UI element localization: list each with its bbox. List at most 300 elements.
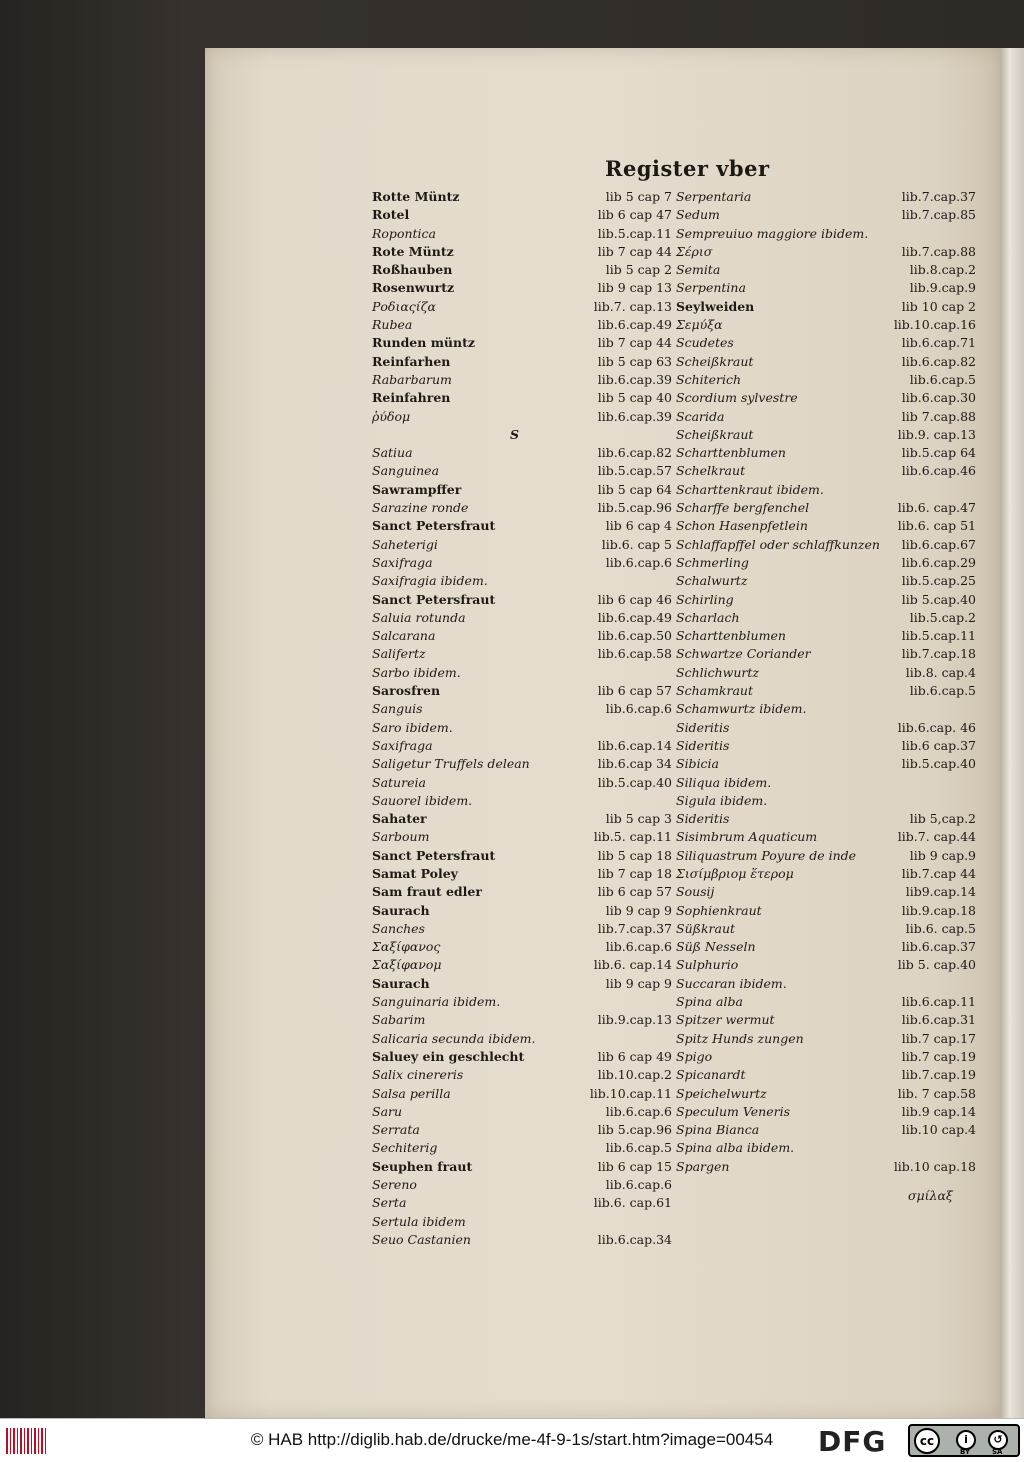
entry-term: Saluey ein geschlecht xyxy=(372,1048,525,1064)
entry-term: Serrata xyxy=(372,1122,420,1138)
copyright-link[interactable]: © HAB http://diglib.hab.de/drucke/me-4f-9-1s/start.htm?image=00454 xyxy=(250,1430,774,1449)
entry-term: Süßkraut xyxy=(676,920,736,936)
entry-reference: lib.5.cap.2 xyxy=(909,609,976,625)
entry-term: Sideritis xyxy=(676,719,730,735)
entry-reference: lib.8.cap.2 xyxy=(909,262,976,278)
entry-term: Schalwurtz xyxy=(676,573,748,589)
entry-term: Sertula ibidem xyxy=(372,1213,466,1229)
register-entry xyxy=(676,1011,976,1029)
register-entry xyxy=(372,353,672,371)
entry-term: Sawrampffer xyxy=(372,481,462,497)
register-entry xyxy=(372,334,672,352)
entry-reference: lib.6. cap.5 xyxy=(905,920,976,936)
entry-term: Sophienkraut xyxy=(676,902,762,918)
entry-term: Speichelwurtz xyxy=(676,1085,767,1101)
entry-reference: lib.6.cap.6 xyxy=(605,554,672,570)
entry-reference: lib 9 cap 9 xyxy=(605,975,672,991)
register-entry xyxy=(676,883,976,901)
register-entry xyxy=(676,243,976,261)
register-entry xyxy=(372,682,672,700)
entry-reference: lib 6 cap 46 xyxy=(597,591,672,607)
entry-term: Rosenwurtz xyxy=(372,280,455,296)
entry-term: Salifertz xyxy=(372,646,426,662)
register-entry xyxy=(676,225,976,243)
register-entry xyxy=(676,993,976,1011)
by-icon: i xyxy=(956,1430,976,1450)
entry-reference: lib 5,cap.2 xyxy=(909,811,976,827)
entry-term: Samat Poley xyxy=(372,865,458,881)
register-entry xyxy=(372,810,672,828)
register-entry xyxy=(372,1066,672,1084)
entry-term: Schlaffapffel oder schlaffkunzen xyxy=(676,536,880,552)
entry-term: Sideritis xyxy=(676,737,730,753)
register-entry xyxy=(372,517,672,535)
entry-term: Rotel xyxy=(372,207,410,223)
register-entry xyxy=(372,499,672,517)
entry-term: Sahater xyxy=(372,811,427,827)
register-entry xyxy=(676,682,976,700)
entry-term: Schirling xyxy=(676,591,734,607)
entry-reference: lib.6.cap.82 xyxy=(597,445,672,461)
register-entry xyxy=(372,609,672,627)
register-entry xyxy=(372,206,672,224)
entry-reference: lib 10 cap 2 xyxy=(901,298,976,314)
sa-label: SA xyxy=(992,1448,1003,1456)
register-entry xyxy=(676,334,976,352)
dfg-logo[interactable]: DFG xyxy=(818,1425,887,1458)
entry-term: Schmerling xyxy=(676,554,749,570)
register-entry xyxy=(676,1030,976,1048)
entry-reference: lib.6 cap.37 xyxy=(901,737,976,753)
entry-term: Saru xyxy=(372,1103,403,1119)
register-entry xyxy=(372,316,672,334)
entry-term: Reinfahren xyxy=(372,390,451,406)
entry-reference: lib.7. cap.13 xyxy=(593,298,672,314)
entry-term: Spina alba ibidem. xyxy=(676,1140,795,1156)
entry-term: Sibicia xyxy=(676,756,720,772)
register-entry xyxy=(676,371,976,389)
entry-term: Scheißkraut xyxy=(676,426,754,442)
entry-reference: lib.6.cap.6 xyxy=(605,701,672,717)
entry-reference: lib.10 cap.18 xyxy=(893,1158,976,1174)
entry-reference: lib.6.cap.37 xyxy=(901,939,976,955)
entry-reference: lib 6 cap 15 xyxy=(597,1158,672,1174)
entry-term: Schwartze Coriander xyxy=(676,646,811,662)
entry-term: Schlichwurtz xyxy=(676,664,759,680)
register-entry xyxy=(372,225,672,243)
entry-reference: lib.6.cap.6 xyxy=(605,1177,672,1193)
entry-term: Rubea xyxy=(372,317,413,333)
register-entry xyxy=(676,591,976,609)
register-entry xyxy=(372,883,672,901)
entry-reference: lib.6.cap.50 xyxy=(597,628,672,644)
entry-term: Serta xyxy=(372,1195,407,1211)
register-entry xyxy=(372,1103,672,1121)
entry-term: Salsa perilla xyxy=(372,1085,451,1101)
entry-reference: lib 5 cap 3 xyxy=(605,811,672,827)
entry-term: Rote Müntz xyxy=(372,243,454,259)
entry-term: Sarazine ronde xyxy=(372,500,469,516)
register-entry xyxy=(676,1158,976,1176)
entry-reference: lib 5. cap.40 xyxy=(897,957,976,973)
register-entry xyxy=(372,645,672,663)
entry-reference: lib.6.cap.29 xyxy=(901,554,976,570)
entry-reference: lib.6.cap.5 xyxy=(909,371,976,387)
entry-term: Succaran ibidem. xyxy=(676,975,787,991)
entry-term: Runden müntz xyxy=(372,335,475,351)
register-entry xyxy=(372,1011,672,1029)
entry-reference: lib.6.cap.71 xyxy=(901,335,976,351)
register-entry xyxy=(676,609,976,627)
entry-reference: lib.5.cap.11 xyxy=(597,225,672,241)
register-entry xyxy=(372,1158,672,1176)
entry-reference: lib 5.cap.40 xyxy=(901,591,976,607)
register-entry xyxy=(676,408,976,426)
entry-reference: lib 5 cap 40 xyxy=(597,390,672,406)
entry-term: Süß Nesseln xyxy=(676,939,756,955)
entry-term: Siliquastrum Poyure de inde xyxy=(676,847,857,863)
register-entry xyxy=(676,517,976,535)
entry-term: Sisimbrum Aquaticum xyxy=(676,829,818,845)
entry-reference: lib.6.cap.11 xyxy=(901,994,976,1010)
entry-term: Roßhauben xyxy=(372,262,453,278)
entry-term: Reinfarhen xyxy=(372,353,451,369)
entry-reference: lib 5 cap 18 xyxy=(597,847,672,863)
entry-term: Sabarim xyxy=(372,1012,426,1028)
register-entry xyxy=(676,627,976,645)
entry-reference: lib.6.cap.46 xyxy=(901,463,976,479)
entry-reference: lib.5. cap.11 xyxy=(593,829,672,845)
entry-reference: lib 9 cap 13 xyxy=(597,280,672,296)
entry-reference: lib.6.cap 34 xyxy=(597,756,672,772)
entry-term: Σαξίφανομ xyxy=(372,957,442,973)
entry-reference: lib.7.cap.19 xyxy=(901,1067,976,1083)
entry-term: Scarida xyxy=(676,408,725,424)
entry-reference: lib 9 cap.9 xyxy=(909,847,976,863)
catchword: σμίλαξ xyxy=(908,1188,953,1203)
entry-reference: lib.6.cap.49 xyxy=(597,317,672,333)
register-entry xyxy=(676,1066,976,1084)
entry-term: Schamkraut xyxy=(676,683,753,699)
entry-term: Saligetur Truffels delean xyxy=(372,756,530,772)
entry-term: Scharttenblumen xyxy=(676,445,786,461)
entry-term: Sanches xyxy=(372,920,425,936)
entry-term: Sanguinaria ibidem. xyxy=(372,994,501,1010)
register-entry xyxy=(676,664,976,682)
entry-term: Σαξίφανος xyxy=(372,939,441,955)
register-entry xyxy=(372,389,672,407)
register-entry xyxy=(676,261,976,279)
entry-term: Speculum Veneris xyxy=(676,1103,791,1119)
register-entry xyxy=(372,444,672,462)
entry-term: Spigo xyxy=(676,1048,713,1064)
entry-reference: lib.5.cap.57 xyxy=(597,463,672,479)
register-entry xyxy=(676,462,976,480)
register-entry xyxy=(676,536,976,554)
register-entry xyxy=(676,755,976,773)
entry-term: Spitz Hunds zungen xyxy=(676,1030,804,1046)
register-entry xyxy=(676,481,976,499)
entry-term: Sanguis xyxy=(372,701,423,717)
register-entry xyxy=(372,993,672,1011)
entry-reference: lib.7.cap 44 xyxy=(901,865,976,881)
register-entry xyxy=(372,774,672,792)
entry-reference: lib.7 cap.17 xyxy=(901,1030,976,1046)
register-entry xyxy=(372,975,672,993)
entry-term: Sarosfren xyxy=(372,683,441,699)
register-entry xyxy=(372,664,672,682)
register-entry xyxy=(676,389,976,407)
entry-reference: lib.5.cap.96 xyxy=(597,500,672,516)
entry-term: Sousij xyxy=(676,884,715,900)
entry-reference: lib9.cap.14 xyxy=(905,884,976,900)
entry-term: Sam fraut edler xyxy=(372,884,482,900)
register-entry xyxy=(372,243,672,261)
entry-term: Sanct Petersfraut xyxy=(372,591,496,607)
entry-reference: lib.8. cap.4 xyxy=(905,664,976,680)
entry-term: Saurach xyxy=(372,902,430,918)
entry-reference: lib 5 cap 7 xyxy=(605,189,672,204)
register-entry xyxy=(372,920,672,938)
entry-term: Seuo Castanien xyxy=(372,1231,471,1247)
entry-term: Spargen xyxy=(676,1158,730,1174)
entry-reference: lib.6.cap.67 xyxy=(901,536,976,552)
cc-license-badge[interactable] xyxy=(908,1424,1020,1457)
entry-reference: lib.7.cap.88 xyxy=(901,243,976,259)
entry-reference: lib.6.cap. 46 xyxy=(897,719,976,735)
register-entry xyxy=(372,719,672,737)
register-entry xyxy=(372,902,672,920)
entry-term: Scharffe bergfenchel xyxy=(676,500,810,516)
entry-reference: lib.10.cap.2 xyxy=(597,1067,672,1083)
entry-term: Schelkraut xyxy=(676,463,746,479)
register-entry xyxy=(372,298,672,316)
register-entry xyxy=(676,1048,976,1066)
register-entry xyxy=(372,481,672,499)
register-entry xyxy=(676,316,976,334)
entry-reference: lib.7.cap.37 xyxy=(901,189,976,204)
register-entry xyxy=(676,499,976,517)
entry-term: Spicanardt xyxy=(676,1067,746,1083)
section-letter xyxy=(372,426,672,444)
entry-term: Ροδιαςίζα xyxy=(372,298,436,314)
register-entry xyxy=(372,1048,672,1066)
entry-reference: lib.5.cap.40 xyxy=(597,774,672,790)
entry-reference: lib 9 cap 9 xyxy=(605,902,672,918)
register-entry xyxy=(372,462,672,480)
register-entry xyxy=(372,1085,672,1103)
entry-reference: lib.10 cap.4 xyxy=(901,1122,976,1138)
entry-reference: lib.6. cap 51 xyxy=(897,518,976,534)
entry-term: Schamwurtz ibidem. xyxy=(676,701,807,717)
register-entry xyxy=(676,902,976,920)
entry-reference: lib. 7 cap.58 xyxy=(897,1085,976,1101)
register-entry xyxy=(372,700,672,718)
entry-term: Saluia rotunda xyxy=(372,609,466,625)
entry-term: Sarboum xyxy=(372,829,430,845)
entry-reference: lib.6.cap.34 xyxy=(597,1231,672,1247)
register-entry xyxy=(676,956,976,974)
entry-reference: lib.6.cap.5 xyxy=(909,683,976,699)
register-entry xyxy=(676,1139,976,1157)
entry-reference: lib.6.cap.58 xyxy=(597,646,672,662)
entry-reference: lib 7 cap 44 xyxy=(597,335,672,351)
register-entry xyxy=(676,810,976,828)
register-entry xyxy=(372,1139,672,1157)
entry-reference: lib.5.cap.25 xyxy=(901,573,976,589)
register-entry xyxy=(676,298,976,316)
entry-reference: lib.6.cap.6 xyxy=(605,1103,672,1119)
register-entry xyxy=(372,371,672,389)
entry-term: S xyxy=(510,426,520,442)
entry-term: Scharttenblumen xyxy=(676,628,786,644)
entry-reference: lib.6.cap.6 xyxy=(605,939,672,955)
register-entry xyxy=(676,353,976,371)
entry-term: Salicaria secunda ibidem. xyxy=(372,1030,536,1046)
entry-term: Spina Bianca xyxy=(676,1122,760,1138)
entry-reference: lib.7 cap.19 xyxy=(901,1048,976,1064)
entry-term: Sechiterig xyxy=(372,1140,438,1156)
entry-reference: lib.5.cap.40 xyxy=(901,756,976,772)
entry-reference: lib 5 cap 64 xyxy=(597,481,672,497)
entry-term: Sanct Petersfraut xyxy=(372,847,496,863)
sa-icon: ↺ xyxy=(988,1430,1008,1450)
entry-term: Serpentina xyxy=(676,280,746,296)
register-entry xyxy=(676,920,976,938)
entry-reference: lib.7. cap.44 xyxy=(897,829,976,845)
entry-term: Scheißkraut xyxy=(676,353,754,369)
entry-term: Σέρισ xyxy=(676,243,713,259)
entry-reference: lib 6 cap 47 xyxy=(597,207,672,223)
register-column-right xyxy=(676,188,976,1176)
entry-reference: lib 5.cap.96 xyxy=(597,1122,672,1138)
entry-term: Sideritis xyxy=(676,811,730,827)
entry-reference: lib 7 cap 44 xyxy=(597,243,672,259)
entry-term: Sarbo ibidem. xyxy=(372,664,461,680)
entry-term: Saro ibidem. xyxy=(372,719,453,735)
entry-reference: lib.6. cap 5 xyxy=(601,536,672,552)
entry-reference: lib.9.cap.18 xyxy=(901,902,976,918)
register-entry xyxy=(372,536,672,554)
register-entry xyxy=(676,719,976,737)
entry-reference: lib.6. cap.47 xyxy=(897,500,976,516)
entry-term: Sereno xyxy=(372,1177,417,1193)
register-entry xyxy=(676,847,976,865)
entry-term: Σισίμβριομ ἕτερομ xyxy=(676,865,794,881)
register-entry xyxy=(372,1121,672,1139)
entry-term: Siliqua ibidem. xyxy=(676,774,772,790)
register-entry xyxy=(372,847,672,865)
register-entry xyxy=(676,828,976,846)
entry-reference: lib 5 cap 63 xyxy=(597,353,672,369)
entry-term: Scudetes xyxy=(676,335,734,351)
entry-term: Saxifragia ibidem. xyxy=(372,573,488,589)
entry-term: Satureia xyxy=(372,774,426,790)
entry-reference: lib.7.cap.18 xyxy=(901,646,976,662)
entry-reference: lib.6.cap.82 xyxy=(901,353,976,369)
register-entry xyxy=(676,279,976,297)
entry-reference: lib 6 cap 57 xyxy=(597,884,672,900)
entry-term: Rabarbarum xyxy=(372,371,452,387)
entry-reference: lib.5.cap 64 xyxy=(901,445,976,461)
entry-reference: lib.6. cap.14 xyxy=(593,957,672,973)
entry-reference: lib.6.cap.30 xyxy=(901,390,976,406)
entry-reference: lib 6 cap 49 xyxy=(597,1048,672,1064)
register-entry xyxy=(372,865,672,883)
entry-term: Σεμύξα xyxy=(676,317,723,333)
entry-reference: lib.6.cap.39 xyxy=(597,371,672,387)
register-entry xyxy=(676,188,976,206)
register-entry xyxy=(676,865,976,883)
register-entry xyxy=(372,572,672,590)
entry-reference: lib.6.cap.5 xyxy=(605,1140,672,1156)
entry-reference: lib.9.cap.13 xyxy=(597,1012,672,1028)
entry-term: Scordium sylvestre xyxy=(676,390,798,406)
entry-reference: lib.6.cap.14 xyxy=(597,737,672,753)
register-column-left xyxy=(372,188,672,1249)
entry-term: Ropontica xyxy=(372,225,436,241)
register-entry xyxy=(676,426,976,444)
register-entry xyxy=(372,1030,672,1048)
register-entry xyxy=(372,755,672,773)
entry-term: Seylweiden xyxy=(676,298,755,314)
entry-term: Scharttenkraut ibidem. xyxy=(676,481,824,497)
by-label: BY xyxy=(960,1448,971,1456)
entry-term: Saheterigi xyxy=(372,536,438,552)
register-entry xyxy=(676,1085,976,1103)
register-entry xyxy=(372,279,672,297)
entry-term: Serpentaria xyxy=(676,189,752,204)
entry-reference: lib 7 cap 18 xyxy=(597,865,672,881)
register-entry xyxy=(676,938,976,956)
entry-reference: lib.6.cap.49 xyxy=(597,609,672,625)
register-entry xyxy=(676,554,976,572)
entry-term: Sanguinea xyxy=(372,463,440,479)
entry-term: Schiterich xyxy=(676,371,742,387)
entry-reference: lib.9.cap.9 xyxy=(909,280,976,296)
page-edge xyxy=(1000,48,1024,1418)
register-entry xyxy=(676,737,976,755)
register-entry xyxy=(372,188,672,206)
cc-icon: cc xyxy=(914,1428,940,1454)
register-entry xyxy=(372,261,672,279)
entry-reference: lib.7.cap.37 xyxy=(597,920,672,936)
register-entry xyxy=(676,572,976,590)
entry-term: Saurach xyxy=(372,975,430,991)
register-entry xyxy=(676,774,976,792)
entry-term: Schon Hasenpfetlein xyxy=(676,518,808,534)
entry-reference: lib.10.cap.16 xyxy=(893,317,976,333)
entry-term: Saxifraga xyxy=(372,737,433,753)
register-entry xyxy=(372,1176,672,1194)
entry-term: Spina alba xyxy=(676,994,743,1010)
register-entry xyxy=(372,1194,672,1212)
entry-term: Semita xyxy=(676,262,721,278)
entry-reference: lib 6 cap 57 xyxy=(597,683,672,699)
entry-term: Satiua xyxy=(372,445,413,461)
entry-term: Sempreuiuo maggiore ibidem. xyxy=(676,225,869,241)
register-entry xyxy=(372,554,672,572)
entry-term: Sulphurio xyxy=(676,957,739,973)
register-entry xyxy=(676,700,976,718)
register-entry xyxy=(676,206,976,224)
entry-term: Salcarana xyxy=(372,628,436,644)
entry-term: Sigula ibidem. xyxy=(676,792,768,808)
page-header: Register vber xyxy=(605,156,770,181)
register-entry xyxy=(372,792,672,810)
entry-reference: lib.7.cap.85 xyxy=(901,207,976,223)
entry-reference: lib.9 cap.14 xyxy=(901,1103,976,1119)
